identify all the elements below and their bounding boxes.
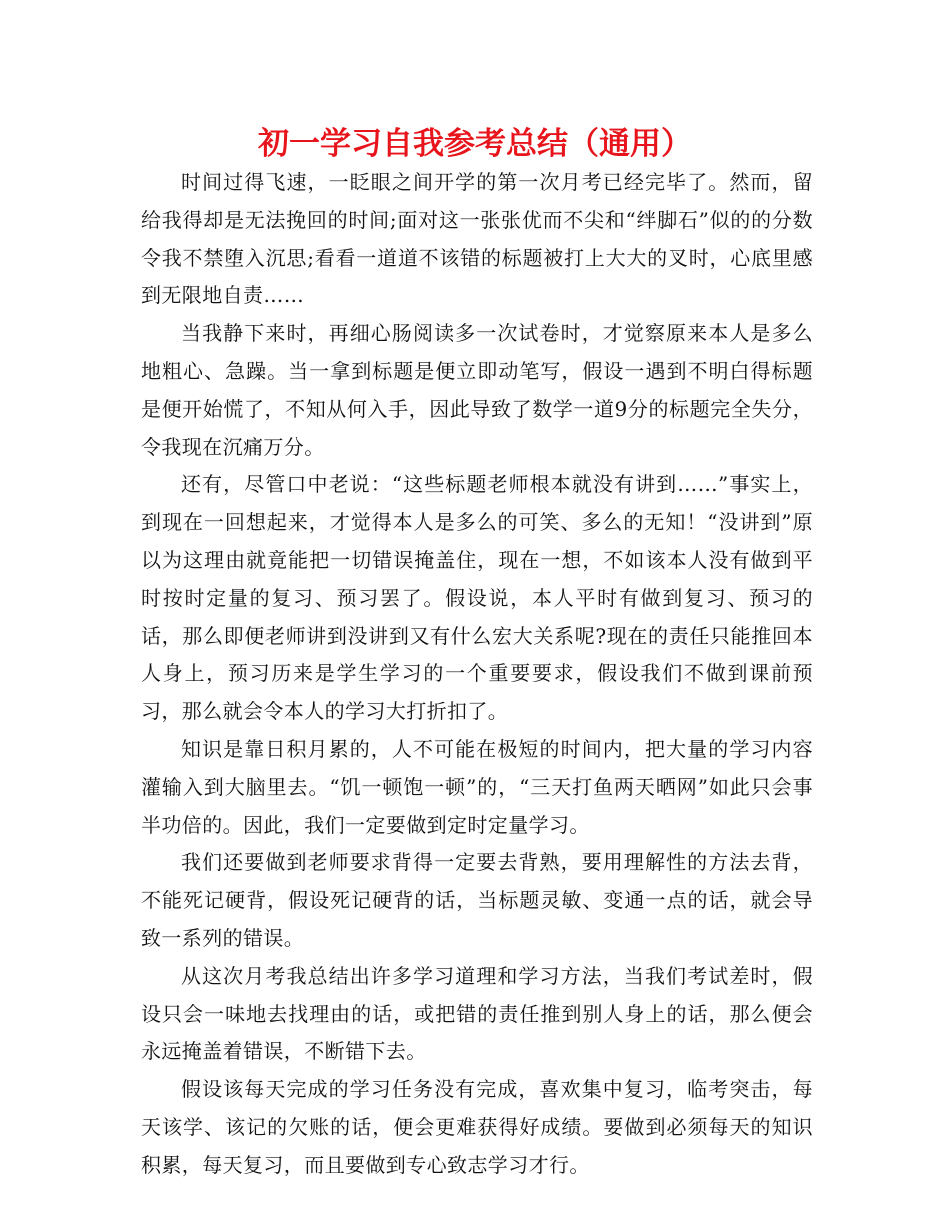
document-body — [141, 164, 813, 1185]
paragraph-7: 假设该每天完成的学习任务没有完成，喜欢集中复习，临考突击，每天该学、该记的欠账的话，便会更难获得好成绩。要做到必须每天的知识积累，每天复习，而且要做到专心致志学习才行。 — [141, 1077, 813, 1177]
paragraph-6: 从这次月考我总结出许多学习道理和学习方法，当我们考试差时，假设只会一味地去找理由的话，或把错的责任推到别人身上的话，那么便会永远掩盖着错误，不断错下去。 — [141, 963, 813, 1064]
paragraph-5: 我们还要做到老师要求背得一定要去背熟，要用理解性的方法去背，不能死记硬背，假设死记硬背的话，当标题灵敏、变通一点的话，就会导致一系列的错误。 — [141, 850, 813, 950]
paragraph-2: 当我静下来时，再细心肠阅读多一次试卷时，才觉察原来本人是多么地粗心、急躁。当一拿到标题是便立即动笔写，假设一遇到不明白得标题是便开始慌了，不知从何入手，因此导致了数学一道9分的标题完全失分，令我现在沉痛万分。 — [141, 321, 813, 459]
paragraph-4: 知识是靠日积月累的，人不可能在极短的时间内，把大量的学习内容灌输入到大脑里去。“饥一顿饱一顿”的，“三天打鱼两天晒网”如此只会事半功倍的。因此，我们一定要做到定时定量学习。 — [141, 736, 813, 837]
paragraph-1: 时间过得飞速，一眨眼之间开学的第一次月考已经完毕了。然而，留给我得却是无法挽回的时间;面对这一张张优而不尖和“绊脚石”似的的分数令我不禁堕入沉思;看看一道道不该错的标题被打上大大的叉时，心底里感到无限地自责…… — [141, 170, 813, 308]
paragraph-3: 还有，尽管口中老说：“这些标题老师根本就没有讲到……”事实上，到现在一回想起来，才觉得本人是多么的可笑、多么的无知！“没讲到”原以为这理由就竟能把一切错误掩盖住，现在一想，不如该本人没有做到平时按时定量的复习、预习罢了。假设说，本人平时有做到复习、预习的话，那么即便老师讲到没讲到又有什么宏大关系呢?现在的责任只能推回本人身上，预习历来是学生学习的一个重要要求，假设我们不做到课前预习，那么就会令本人的学习大打折扣了。 — [141, 472, 813, 724]
document-title: 初一学习自我参考总结（通用） — [258, 126, 692, 162]
